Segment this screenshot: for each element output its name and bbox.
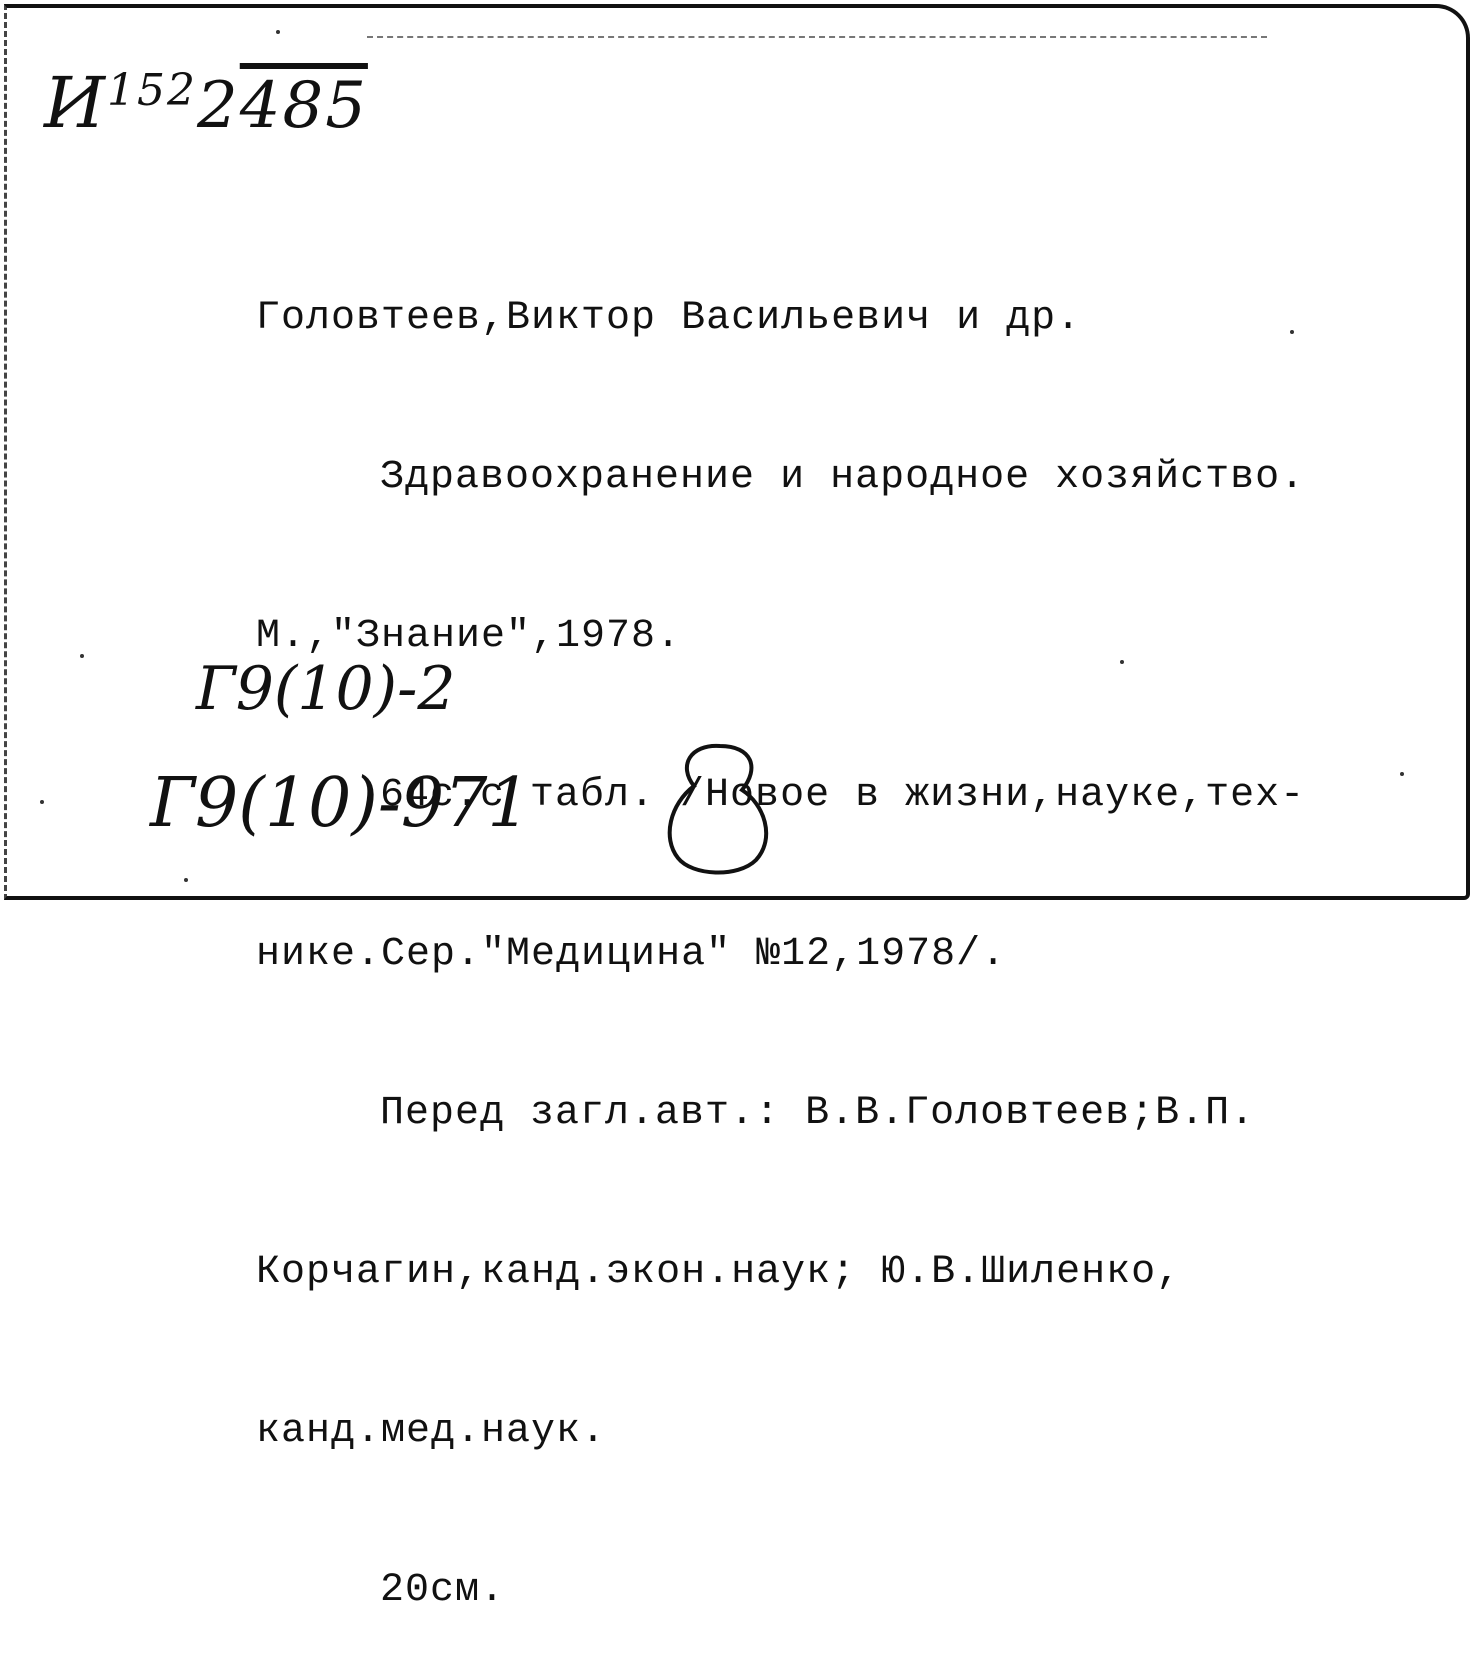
publisher-line: М.,"Знание",1978. (256, 614, 682, 659)
classification-mark-1: Г9(10)-2 (196, 654, 456, 724)
authors-note-line-3: канд.мед.наук. (256, 1409, 607, 1454)
speck (184, 878, 188, 882)
shelfmark-overline: 485 (239, 69, 368, 143)
speck (276, 30, 280, 34)
catalog-entry (256, 186, 1466, 1670)
speck (1400, 772, 1404, 776)
author-line: Головтеев,Виктор Васильевич и др. (256, 296, 1082, 341)
handwritten-loop-mark (660, 738, 780, 878)
shelfmark-superscript: 152 (107, 65, 198, 116)
title-line: Здравоохранение и народное хозяйство. (380, 455, 1306, 500)
speck (40, 800, 44, 804)
authors-note-line: Перед загл.авт.: В.В.Головтеев;В.П. (380, 1091, 1256, 1136)
speck (80, 654, 84, 658)
card-top-dashed-line (367, 36, 1267, 38)
shelfmark (44, 62, 368, 144)
extent-line: 64с.с табл. /Новое в жизни,науке,тех- (380, 773, 1306, 818)
series-line: нике.Сер."Медицина" №12,1978/. (256, 932, 1007, 977)
size-line: 20см. (380, 1568, 506, 1613)
speck (1120, 660, 1124, 664)
shelfmark-prefix: И (44, 62, 108, 144)
authors-note-line-2: Корчагин,канд.экон.наук; Ю.В.Шиленко, (256, 1250, 1182, 1295)
classification-mark-2: Г9(10)-971 (150, 764, 531, 843)
speck (1290, 330, 1294, 334)
shelfmark-main: 2 (197, 69, 240, 143)
